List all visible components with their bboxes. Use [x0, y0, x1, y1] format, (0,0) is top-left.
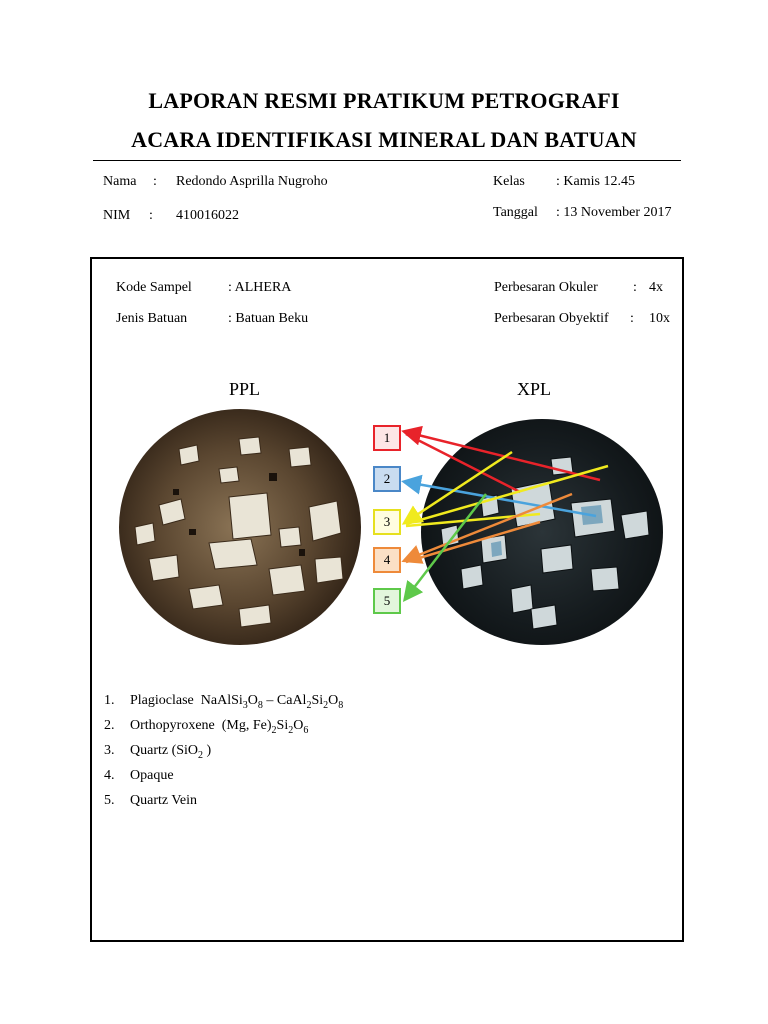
- perbesaran-okuler-separator: :: [633, 280, 637, 295]
- kelas-label: Kelas: [493, 174, 525, 189]
- list-number: 3.: [104, 743, 115, 758]
- list-number: 2.: [104, 718, 115, 733]
- list-number: 5.: [104, 793, 115, 808]
- mineral-formula: (Mg, $Fe)_2Si_2O_6$: [221, 718, 309, 736]
- marker-4: 4: [373, 547, 401, 573]
- tanggal-value: : 13 November 2017: [556, 205, 672, 220]
- ppl-micrograph: [119, 409, 361, 645]
- marker-5: 5: [373, 588, 401, 614]
- nama-label: Nama: [103, 174, 137, 189]
- list-item: [104, 688, 343, 713]
- marker-3: 3: [373, 509, 401, 535]
- report-subtitle: ACARA IDENTIFIKASI MINERAL DAN BATUAN: [131, 127, 637, 152]
- mineral-formula: (SiO$_2$ ): [171, 743, 212, 761]
- list-item: [104, 738, 343, 763]
- perbesaran-obyektif-label: Perbesaran Obyektif: [494, 311, 609, 326]
- header-rule: [93, 160, 681, 161]
- perbesaran-obyektif-separator: :: [630, 311, 634, 326]
- kode-sampel-label: Kode Sampel: [116, 280, 192, 295]
- mineral-name: Quartz Vein: [130, 793, 197, 808]
- list-number: 1.: [104, 693, 115, 708]
- jenis-batuan-value: : Batuan Beku: [228, 311, 309, 326]
- mineral-list: [104, 688, 343, 813]
- mineral-name: Opaque: [130, 768, 174, 783]
- ppl-caption: PPL: [229, 379, 261, 399]
- mineral-formula: $NaAlSi_3O_8$ – $CaAl_2Si_2O_8$: [200, 693, 344, 711]
- xpl-caption: XPL: [517, 379, 552, 399]
- mineral-name: Quartz: [130, 743, 169, 758]
- marker-1: 1: [373, 425, 401, 451]
- jenis-batuan-label: Jenis Batuan: [116, 311, 188, 326]
- list-item: [104, 713, 343, 738]
- kelas-value: : Kamis 12.45: [556, 174, 635, 189]
- mineral-name: Orthopyroxene: [130, 718, 215, 733]
- marker-2: 2: [373, 466, 401, 492]
- perbesaran-obyektif-value: 10x: [649, 311, 670, 326]
- mineral-name: Plagioclase: [130, 693, 194, 708]
- nama-value: Redondo Asprilla Nugroho: [176, 174, 328, 189]
- nim-value: 410016022: [176, 208, 239, 223]
- nim-label: NIM: [103, 208, 131, 223]
- xpl-micrograph: [421, 419, 663, 645]
- report-title: LAPORAN RESMI PRATIKUM PETROGRAFI: [148, 88, 620, 113]
- nama-separator: :: [153, 174, 157, 189]
- list-item: [104, 763, 343, 788]
- list-item: [104, 788, 343, 813]
- list-number: 4.: [104, 768, 115, 783]
- nim-separator: :: [149, 208, 153, 223]
- tanggal-label: Tanggal: [493, 205, 538, 220]
- perbesaran-okuler-label: Perbesaran Okuler: [494, 280, 598, 295]
- kode-sampel-value: : ALHERA: [228, 280, 292, 295]
- perbesaran-okuler-value: 4x: [649, 280, 663, 295]
